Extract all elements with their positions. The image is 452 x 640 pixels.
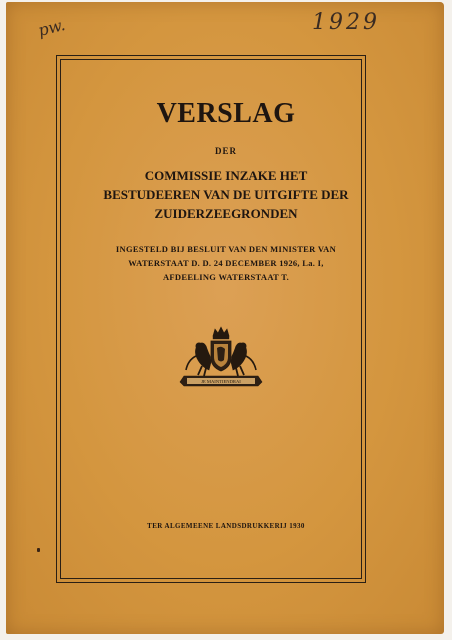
inner-border bbox=[60, 59, 362, 579]
subtitle-line: COMMISSIE INZAKE HET bbox=[144, 168, 308, 183]
printer-imprint: TER ALGEMEENE LANDSDRUKKERIJ 1930 bbox=[147, 522, 305, 530]
established-line: AFDEELING WATERSTAAT T. bbox=[162, 272, 289, 282]
crest-motto: JE MAINTIENDRAI bbox=[201, 379, 241, 384]
handwritten-note-left: pw. bbox=[36, 15, 68, 40]
handwritten-year: 1929 bbox=[312, 10, 380, 35]
subtitle-line: BESTUDEEREN VAN DE UITGIFTE DER bbox=[103, 187, 349, 202]
coat-of-arms-icon bbox=[176, 326, 266, 388]
established-line: WATERSTAAT D. D. 24 DECEMBER 1926, La. I, bbox=[128, 258, 324, 268]
cover-der: DER bbox=[214, 146, 237, 156]
double-border-frame bbox=[56, 55, 366, 583]
subtitle-line: ZUIDERZEEGRONDEN bbox=[154, 206, 298, 221]
cover-title: VERSLAG bbox=[156, 98, 296, 129]
established-line: INGESTELD BIJ BESLUIT VAN DEN MINISTER VAN bbox=[115, 244, 337, 254]
ink-speck bbox=[37, 548, 40, 552]
established-text bbox=[0, 242, 452, 284]
cover-subtitle bbox=[0, 166, 452, 223]
